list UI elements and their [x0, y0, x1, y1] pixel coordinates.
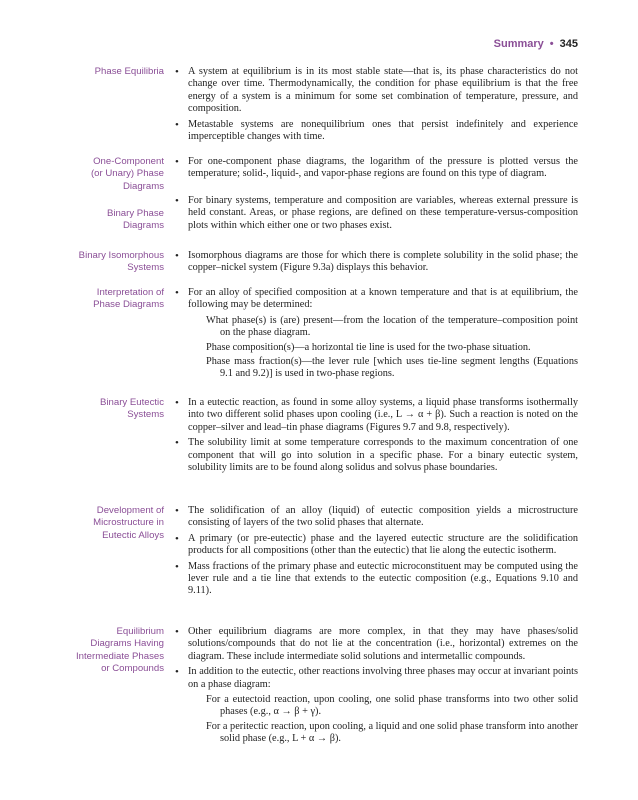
bullet-item: • For one-component phase diagrams, the logarithm of the pressure is plotted versus the temperature; solid-, liquid-, and vapor-phase regions are found on this type of diagram.: [174, 156, 578, 181]
page-header: [494, 38, 578, 50]
sub-item: For a peritectic reaction, upon cooling, a liquid and one solid phase transform into another solid phase (e.g., L + α → β).: [206, 720, 578, 745]
section-body: [174, 250, 578, 278]
margin-heading-secondary: Binary Phase Diagrams: [106, 208, 164, 232]
margin-heading: Binary Isomorphous Systems: [78, 250, 164, 274]
bullet-item: • In addition to the eutectic, other reactions involving three phases may occur at invariant points on a phase diagram:: [174, 666, 578, 691]
section-body: [174, 626, 578, 748]
bullet-item: • A system at equilibrium is in its most stable state—that is, its phase characteristics do not change over time. Thermodynamically, the condition for phase equilibrium is that the free energy of a system is a minimum for some set combination of temperature, pressure, and composition.: [174, 66, 578, 116]
sub-item: What phase(s) is (are) present—from the location of the temperature–composition point on the phase diagram.: [206, 314, 578, 339]
sub-item: Phase composition(s)—a horizontal tie line is used for the two-phase situation.: [206, 341, 531, 353]
bullet-item: • For binary systems, temperature and composition are variables, whereas external pressure is held constant. Areas, or phase regions, are defined on these temperature-versus-composition plots within which either one or two phases exist.: [174, 195, 578, 232]
bullet-item: • In a eutectic reaction, as found in some alloy systems, a liquid phase transforms isothermally into two different solid phases upon cooling (i.e., L → α + β). Such a reaction is noted on the copper–silver and lead–tin phase diagrams (Figures 9.7 and 9.8, respectively).: [174, 397, 578, 434]
section-body: [174, 66, 578, 146]
page-number: 345: [559, 38, 578, 50]
section-body: [174, 156, 578, 235]
margin-heading: Development of Microstructure in Eutectic Alloys: [93, 505, 164, 541]
section-body: [174, 287, 578, 383]
bullet-item: • Mass fractions of the primary phase and eutectic microconstituent may be computed using the lever rule and a tie line that extends to the eutectic composition (e.g., Equations 9.10 and 9.11).: [174, 561, 578, 598]
sub-item: Phase mass fraction(s)—the lever rule [which uses tie-line segment lengths (Equations 9.1 and 9.2)] is used in two-phase regions.: [206, 356, 578, 380]
header-separator: •: [549, 38, 554, 50]
margin-heading: Phase Equilibria: [94, 66, 164, 77]
sub-item: For a eutectoid reaction, upon cooling, one solid phase transforms into two other solid phases (e.g., α → β + γ).: [206, 694, 578, 718]
section-body: [174, 505, 578, 601]
bullet-item: • Metastable systems are nonequilibrium ones that persist indefinitely and experience imperceptible changes with time.: [174, 119, 578, 144]
bullet-item: • Isomorphous diagrams are those for which there is complete solubility in the solid phase; the copper–nickel system (Figure 9.3a) displays this behavior.: [174, 250, 578, 275]
bullet-item: • The solubility limit at some temperature corresponds to the maximum concentration of one component that will go into solution in a specific phase. For a binary eutectic system, solubility limits are to be found along solidus and solvus phase boundaries.: [174, 437, 578, 474]
bullet-item: • The solidification of an alloy (liquid) of eutectic composition yields a microstructure consisting of layers of the two solid phases that alternate.: [174, 505, 578, 530]
running-title: Summary: [493, 38, 544, 50]
section-body: [174, 397, 578, 477]
margin-heading: Equilibrium Diagrams Having Intermediate Phases or Compounds: [76, 626, 164, 675]
bullet-item: • For an alloy of specified composition at a known temperature and that is at equilibrium, the following may be determined:: [174, 287, 578, 312]
bullet-item: • Other equilibrium diagrams are more complex, in that they may have phases/solid solutions/compounds that do not lie at the concentration (i.e., horizontal) extremes on the diagram. These include intermediate solid solutions and intermetallic compounds.: [174, 626, 578, 663]
bullet-item: • A primary (or pre-eutectic) phase and the layered eutectic structure are the solidification products for all compositions (other than the eutectic) that lie along the eutectic isotherm.: [174, 533, 578, 558]
margin-heading: Binary Eutectic Systems: [100, 397, 164, 421]
margin-heading: Interpretation of Phase Diagrams: [93, 287, 164, 311]
margin-heading: One-Component (or Unary) Phase Diagrams: [90, 156, 164, 192]
